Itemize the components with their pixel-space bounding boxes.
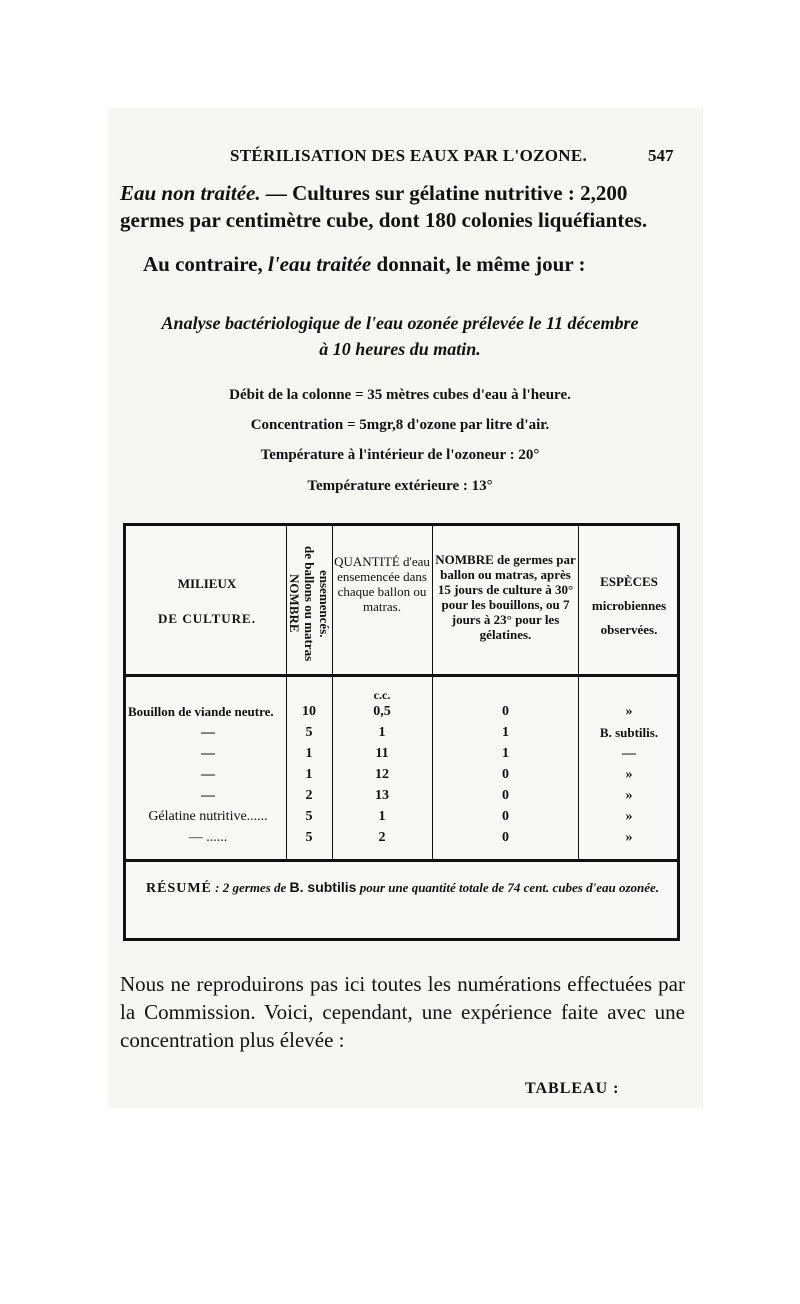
table-row: [126, 746, 677, 766]
tableau-caption: TABLEAU :: [525, 1080, 620, 1097]
cell-milieu: Bouillon de viande neutre.: [128, 704, 274, 719]
condition-temp-exterior: Température extérieure : 13°: [307, 478, 493, 494]
cell-nombre: 10: [302, 704, 316, 719]
contrary-suffix: donnait, le même jour :: [371, 252, 586, 276]
cell-especes: B. subtilis.: [599, 725, 659, 740]
summary-organism: B. subtilis: [289, 879, 357, 895]
cell-especes: »: [625, 809, 633, 824]
cell-germes: 0: [502, 809, 509, 824]
cell-especes: »: [625, 704, 633, 719]
cell-milieu: —: [201, 746, 215, 761]
cell-nombre: 1: [305, 746, 313, 761]
table-row: [126, 788, 677, 808]
table-row: [126, 809, 677, 829]
cell-germes: 0: [502, 830, 509, 845]
contrary-italic: l'eau traitée: [268, 252, 372, 276]
unit-label: c.c.: [373, 688, 391, 702]
cell-nombre: 2: [305, 788, 313, 803]
cell-milieu: —: [201, 788, 215, 803]
cell-germes: 1: [502, 725, 509, 740]
closing-paragraph: Nous ne reproduirons pas ici toutes les numérations effectuées par la Commission. Voici, cependant, une expérience faite avec une concentration plus élevée :: [120, 972, 685, 1052]
analysis-title: [130, 310, 670, 362]
header-especes: ESPÈCES microbiennes observées.: [591, 574, 667, 637]
cell-quantite: 12: [375, 767, 389, 782]
header-germes: NOMBRE de germes par ballon ou matras, après 15 jours de culture à 30° pour les bouillons, ou 7 jours à 23° pour les gélatines.: [435, 552, 576, 642]
summary-prefix: : 2 germes de: [211, 880, 290, 895]
summary-suffix: pour une quantité totale de 74 cent. cubes d'eau ozonée.: [356, 880, 660, 895]
analysis-title-line1: Analyse bactériologique de l'eau ozonée prélevée le 11 décembre: [161, 313, 639, 333]
cell-especes: »: [625, 767, 633, 782]
cell-milieu: — ......: [188, 830, 228, 845]
cell-germes: 1: [502, 746, 509, 761]
untreated-text: — Cultures sur gélatine nutritive : 2,200 germes par centimètre cube, dont 180 colonies liquéfiantes.: [120, 181, 648, 232]
table-row: [126, 830, 677, 850]
table-row: [126, 767, 677, 787]
condition-temp-interior: Température à l'intérieur de l'ozoneur : 20°: [260, 447, 540, 463]
header-nombre: NOMBRE de ballons ou matras ensemencés.: [286, 545, 332, 662]
page-number: 547: [648, 146, 674, 165]
running-header: STÉRILISATION DES EAUX PAR L'OZONE.: [230, 146, 588, 165]
table-row: [126, 725, 677, 745]
cell-nombre: 5: [305, 830, 313, 845]
cell-germes: 0: [502, 767, 509, 782]
cell-milieu: —: [201, 767, 215, 782]
contrary-prefix: Au contraire,: [143, 252, 269, 276]
untreated-label: Eau non traitée.: [120, 181, 261, 205]
untreated-paragraph: [120, 180, 685, 234]
results-table: [123, 523, 680, 941]
cell-germes: 0: [502, 788, 509, 803]
table-summary: [146, 878, 666, 898]
header-quantite: QUANTITÉ d'eau ensemencée dans chaque ballon ou matras.: [334, 554, 430, 614]
condition-concentration: Concentration = 5mgr,8 d'ozone par litre d'air.: [250, 417, 550, 433]
cell-quantite: 13: [375, 788, 389, 803]
summary-label: RÉSUMÉ: [146, 881, 212, 896]
contrary-paragraph: [143, 251, 683, 278]
cell-especes: »: [625, 788, 633, 803]
cell-milieu: —: [201, 725, 215, 740]
cell-germes: 0: [502, 704, 509, 719]
cell-quantite: 11: [375, 746, 389, 761]
cell-quantite: 1: [378, 809, 386, 824]
cell-quantite: 2: [378, 830, 386, 845]
cell-quantite: 1: [378, 725, 386, 740]
analysis-title-line2: à 10 heures du matin.: [319, 339, 481, 359]
header-milieux: MILIEUX DE CULTURE.: [158, 576, 256, 626]
cell-especes: —: [622, 746, 636, 761]
header-rule: [126, 674, 677, 677]
cell-nombre: 5: [305, 725, 313, 740]
cell-especes: »: [625, 830, 633, 845]
summary-rule: [126, 859, 677, 862]
cell-quantite: 0,5: [373, 704, 391, 719]
cell-nombre: 5: [305, 809, 313, 824]
cell-nombre: 1: [305, 767, 313, 782]
table-row: [126, 704, 677, 724]
condition-debit: Débit de la colonne = 35 mètres cubes d'eau à l'heure.: [229, 387, 571, 403]
cell-milieu: Gélatine nutritive......: [148, 809, 268, 824]
